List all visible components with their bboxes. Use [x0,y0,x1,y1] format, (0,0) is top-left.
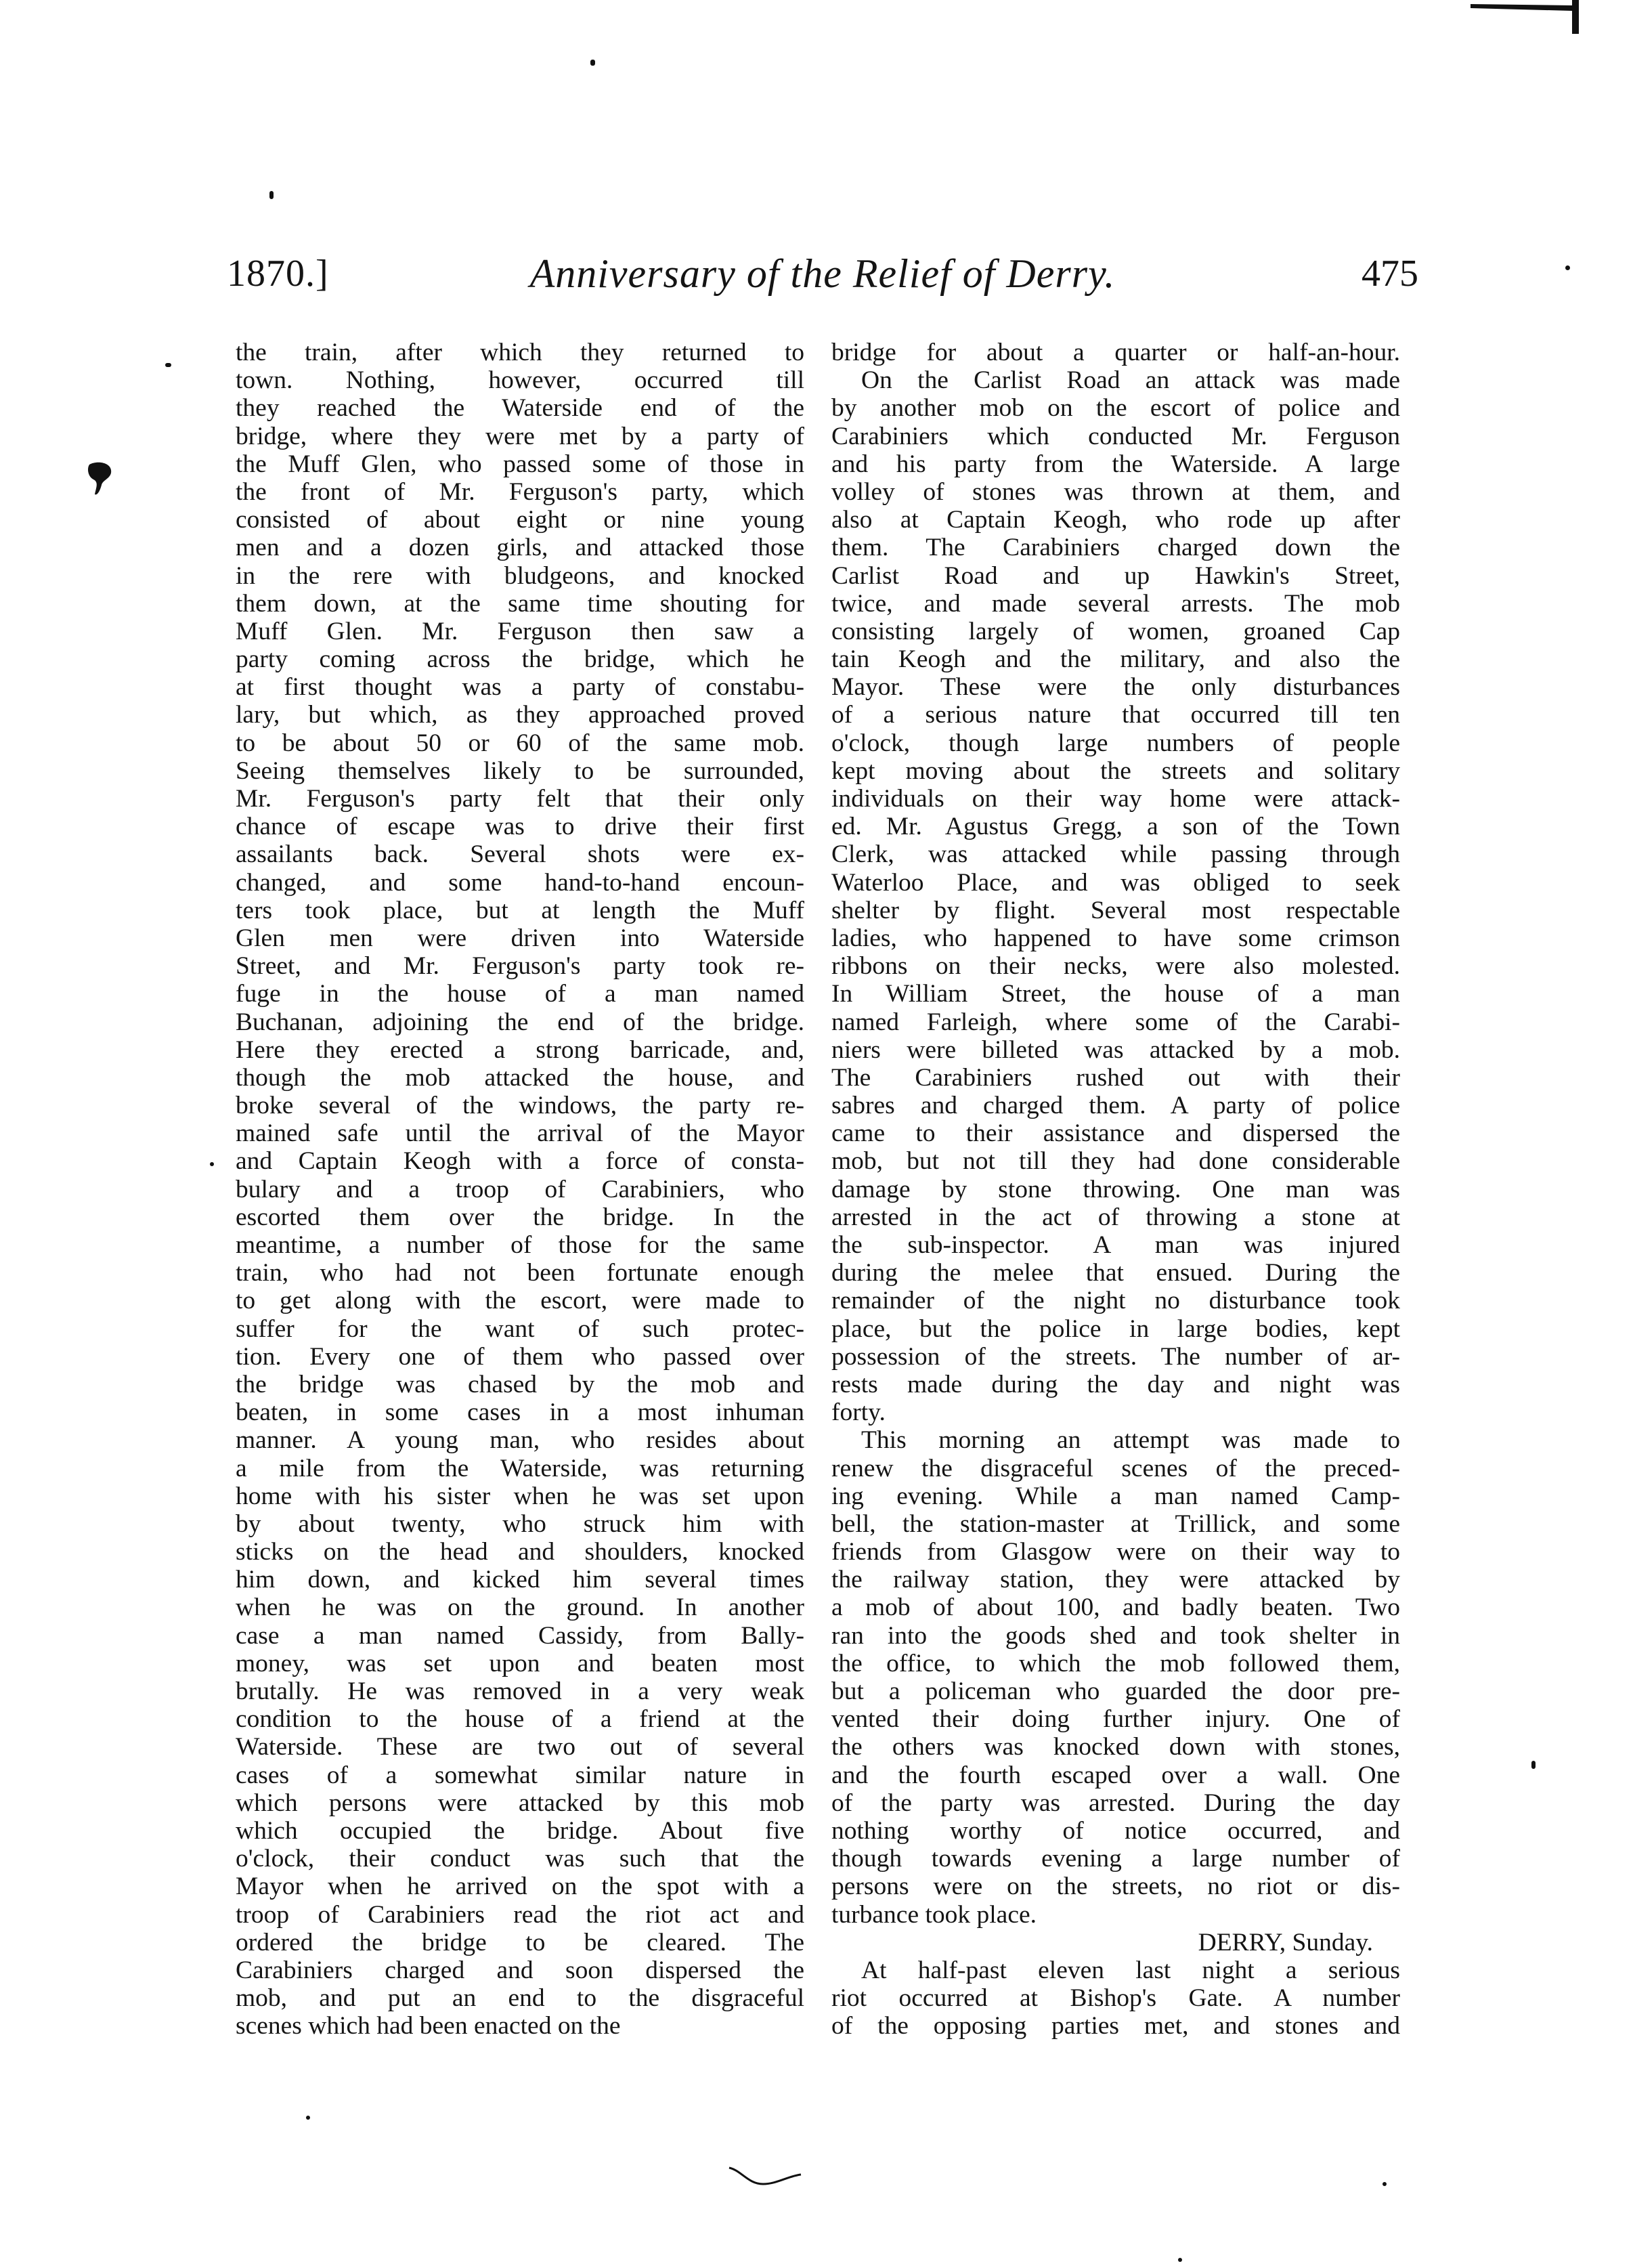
text-line: consisted of about eight or nine young [236,506,804,534]
text-line: the bridge was chased by the mob and [236,1370,804,1398]
text-line: also at Captain Keogh, who rode up after [831,506,1400,534]
scan-speck [306,2116,310,2120]
text-line: train, who had not been fortunate enough [236,1259,804,1287]
text-line: the others was knocked down with stones, [831,1733,1400,1761]
text-line: o'clock, their conduct was such that the [236,1845,804,1873]
text-line: kept moving about the streets and solitary [831,756,1400,785]
text-line: scenes which had been enacted on the [236,2012,621,2040]
text-line: The Carabiniers rushed out with their [831,1063,1400,1092]
text-line: remainder of the night no disturbance took [831,1287,1400,1315]
text-line: Muff Glen. Mr. Ferguson then saw a [236,617,804,645]
text-line: which persons were attacked by this mob [236,1789,804,1817]
scan-blot [87,461,114,497]
text-line: tain Keogh and the military, and also the [831,645,1400,674]
text-line: Mayor. These were the only disturbances [831,673,1400,702]
text-line: At half-past eleven last night a serious [861,1956,1400,1984]
text-line: Seeing themselves likely to be surrounded, [236,756,804,785]
text-line: DERRY, Sunday. [1198,1928,1373,1956]
text-line: manner. A young man, who resides about [236,1426,804,1455]
text-line: and the fourth escaped over a wall. One [831,1761,1400,1789]
text-line: town. Nothing, however, occurred till [236,366,804,395]
text-line: Clerk, was attacked while passing through [831,840,1400,869]
text-line: riot occurred at Bishop's Gate. A number [831,1984,1400,2013]
text-line: damage by stone throwing. One man was [831,1175,1400,1203]
text-line: mained safe until the arrival of the Mayor [236,1119,804,1148]
text-line: Here they erected a strong barricade, and, [236,1035,804,1064]
text-line: party coming across the bridge, which he [236,645,804,674]
text-line: Waterside. These are two out of several [236,1733,804,1761]
text-line: bell, the station-master at Trillick, and some [831,1510,1400,1538]
text-line: place, but the police in large bodies, kept [831,1314,1400,1343]
text-line: tion. Every one of them who passed over [236,1342,804,1371]
text-line: Carabiniers charged and soon dispersed the [236,1956,804,1984]
text-line: renew the disgraceful scenes of the preced- [831,1454,1400,1482]
text-line: Buchanan, adjoining the end of the bridge. [236,1008,804,1036]
text-line: cases of a somewhat similar nature in [236,1761,804,1789]
text-line: Glen men were driven into Waterside [236,924,804,952]
text-line: case a man named Cassidy, from Bally- [236,1621,804,1650]
header-year: 1870.] [227,253,329,295]
text-line: though the mob attacked the house, and [236,1063,804,1092]
scan-speck [590,60,595,66]
text-line: of the party was arrested. During the day [831,1789,1400,1817]
text-line: by about twenty, who struck him with [236,1510,804,1538]
text-line: the Muff Glen, who passed some of those in [236,450,804,478]
text-line: ed. Mr. Agustus Gregg, a son of the Town [831,813,1400,841]
page-number: 475 [1362,253,1418,295]
text-line: escorted them over the bridge. In the [236,1203,804,1231]
text-line: ters took place, but at length the Muff [236,896,804,924]
text-line: forty. [831,1398,886,1427]
text-line: mob, and put an end to the disgraceful [236,1984,804,2013]
text-line: and Captain Keogh with a force of consta- [236,1147,804,1176]
text-line: during the melee that ensued. During the [831,1259,1400,1287]
text-line: sticks on the head and shoulders, knocked [236,1538,804,1566]
text-line: ribbons on their necks, were also molested. [831,952,1400,981]
text-line: bridge for about a quarter or half-an-hour. [831,339,1400,366]
scan-speck [1382,2182,1387,2186]
text-line: in the rere with bludgeons, and knocked [236,561,804,590]
text-line: ran into the goods shed and took shelter in [831,1621,1400,1650]
text-line: came to their assistance and dispersed the [831,1119,1400,1148]
scan-speck [269,191,274,199]
text-line: the train, after which they returned to [236,339,804,366]
text-line: changed, and some hand-to-hand encoun- [236,868,804,897]
text-line: them down, at the same time shouting for [236,589,804,618]
text-line: the railway station, they were attacked by [831,1566,1400,1594]
text-line: volley of stones was thrown at them, and [831,477,1400,506]
text-line: by another mob on the escort of police and [831,394,1400,423]
text-line: On the Carlist Road an attack was made [861,366,1400,395]
text-line: Street, and Mr. Ferguson's party took re- [236,952,804,981]
text-line: In William Street, the house of a man [831,980,1400,1008]
text-line: to be about 50 or 60 of the same mob. [236,729,804,757]
text-line: troop of Carabiniers read the riot act and [236,1900,804,1929]
text-line: friends from Glasgow were on their way to [831,1538,1400,1566]
scan-speck [1531,1761,1536,1769]
text-line: which occupied the bridge. About five [236,1816,804,1845]
text-line: broke several of the windows, the party re- [236,1092,804,1120]
text-line: ing evening. While a man named Camp- [831,1482,1400,1510]
running-title: Anniversary of the Relief of Derry. [529,251,1116,296]
text-line: nothing worthy of notice occurred, and [831,1816,1400,1845]
running-header [227,252,1418,299]
text-line: men and a dozen girls, and attacked those [236,534,804,562]
scan-corner-mark [1471,0,1606,39]
text-line: but a policeman who guarded the door pre- [831,1677,1400,1705]
text-line: when he was on the ground. In another [236,1593,804,1622]
text-line: him down, and kicked him several times [236,1566,804,1594]
text-line: a mob of about 100, and badly beaten. Two [831,1593,1400,1622]
text-line: money, was set upon and beaten most [236,1649,804,1677]
text-line: sabres and charged them. A party of police [831,1092,1400,1120]
text-line: named Farleigh, where some of the Carabi- [831,1008,1400,1036]
scan-speck [210,1162,214,1166]
text-line: condition to the house of a friend at the [236,1705,804,1734]
text-line: o'clock, though large numbers of people [831,729,1400,757]
text-line: the office, to which the mob followed them, [831,1649,1400,1677]
text-line: persons were on the streets, no riot or dis- [831,1873,1400,1901]
text-line: of a serious nature that occurred till ten [831,701,1400,729]
text-line: bridge, where they were met by a party of [236,422,804,450]
scan-speck [165,363,171,367]
text-line: home with his sister when he was set upon [236,1482,804,1510]
text-line: arrested in the act of throwing a stone at [831,1203,1400,1231]
text-line: niers were billeted was attacked by a mob. [831,1035,1400,1064]
text-line: vented their doing further injury. One of [831,1705,1400,1734]
text-line: Carabiniers which conducted Mr. Ferguson [831,422,1400,450]
scan-speck [1565,265,1570,270]
text-line: shelter by flight. Several most respectable [831,896,1400,924]
text-line: at first thought was a party of constabu- [236,673,804,702]
left-column [236,339,804,2040]
text-line: a mile from the Waterside, was returning [236,1454,804,1482]
text-line: bulary and a troop of Carabiniers, who [236,1175,804,1203]
text-line: fuge in the house of a man named [236,980,804,1008]
text-line: This morning an attempt was made to [861,1426,1400,1455]
text-line: suffer for the want of such protec- [236,1314,804,1343]
scan-speck [1178,2258,1182,2262]
text-line: chance of escape was to drive their first [236,813,804,841]
text-line: turbance took place. [831,1900,1037,1929]
text-line: to get along with the escort, were made to [236,1287,804,1315]
text-line: lary, but which, as they approached proved [236,701,804,729]
text-line: possession of the streets. The number of ar- [831,1342,1400,1371]
text-line: ordered the bridge to be cleared. The [236,1928,804,1956]
text-line: individuals on their way home were attack- [831,785,1400,813]
text-line: meantime, a number of those for the same [236,1231,804,1259]
text-line: though towards evening a large number of [831,1845,1400,1873]
text-line: Mayor when he arrived on the spot with a [236,1873,804,1901]
text-line: assailants back. Several shots were ex- [236,840,804,869]
text-line: brutally. He was removed in a very weak [236,1677,804,1705]
text-line: ladies, who happened to have some crimson [831,924,1400,952]
text-line: Mr. Ferguson's party felt that their only [236,785,804,813]
text-line: the front of Mr. Ferguson's party, which [236,477,804,506]
text-line: Carlist Road and up Hawkin's Street, [831,561,1400,590]
text-line: mob, but not till they had done considerable [831,1147,1400,1176]
text-line: and his party from the Waterside. A large [831,450,1400,478]
text-line: rests made during the day and night was [831,1370,1400,1398]
text-line: consisting largely of women, groaned Cap [831,617,1400,645]
text-line: them. The Carabiniers charged down the [831,534,1400,562]
text-line: Waterloo Place, and was obliged to seek [831,868,1400,897]
text-line: beaten, in some cases in a most inhuman [236,1398,804,1427]
scan-ink-stroke [728,2164,802,2191]
text-line: the sub-inspector. A man was injured [831,1231,1400,1259]
text-line: of the opposing parties met, and stones and [831,2012,1400,2040]
right-column [831,339,1400,2040]
text-line: they reached the Waterside end of the [236,394,804,423]
text-line: twice, and made several arrests. The mob [831,589,1400,618]
